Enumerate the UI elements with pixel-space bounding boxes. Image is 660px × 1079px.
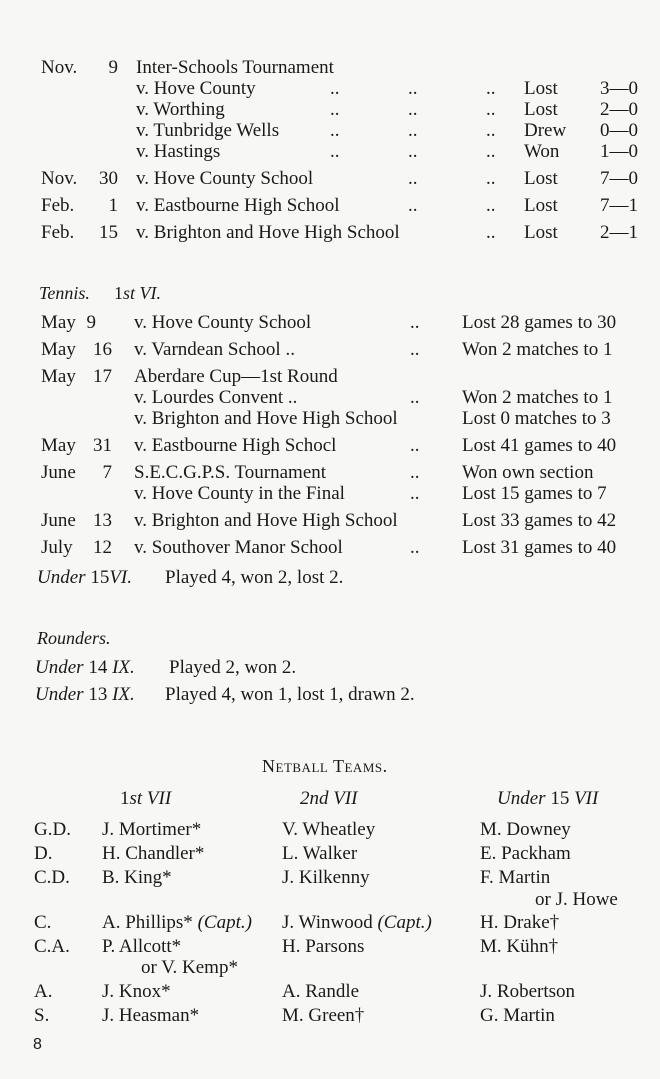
rounders-summary: Played 2, won 2. xyxy=(169,657,297,678)
date-day: 7 xyxy=(102,462,112,483)
col-suffix: st VII xyxy=(129,788,172,809)
date-month: Nov. xyxy=(41,168,78,189)
result: Lost 0 matches to 3 xyxy=(462,408,611,429)
date-month: May xyxy=(41,366,76,387)
label-team: IX. xyxy=(112,657,135,678)
label-age: 15 xyxy=(90,567,110,588)
date-day: 15 xyxy=(99,222,118,243)
player-2nd: V. Wheatley xyxy=(282,819,376,840)
result: Won 2 matches to 1 xyxy=(462,339,613,360)
leader-dots: .. xyxy=(330,78,340,99)
under15-tennis-summary: Played 4, won 2, lost 2. xyxy=(165,567,344,588)
result: Drew xyxy=(524,120,567,141)
score: 0—0 xyxy=(600,120,638,141)
date-month: July xyxy=(41,537,73,558)
result: Lost 28 games to 30 xyxy=(462,312,617,333)
leader-dots: .. xyxy=(410,387,420,408)
date-day: 9 xyxy=(86,312,96,333)
leader-dots: .. xyxy=(486,141,496,162)
leader-dots: .. xyxy=(410,312,420,333)
label-under: Under xyxy=(37,567,86,588)
opponent: v. Southover Manor School xyxy=(134,537,343,558)
leader-dots: .. xyxy=(330,141,340,162)
captain-mark: (Capt.) xyxy=(377,912,432,933)
opponent: v. Brighton and Hove High School xyxy=(136,222,400,243)
label-under: Under xyxy=(35,684,84,705)
score: 2—0 xyxy=(600,99,638,120)
player-1st: P. Allcott* xyxy=(102,936,182,957)
date-month: May xyxy=(41,339,76,360)
player-2nd: A. Randle xyxy=(282,981,360,1002)
captain-mark: (Capt.) xyxy=(197,912,252,933)
col-num: 15 xyxy=(550,788,570,809)
player-under15: J. Robertson xyxy=(480,981,575,1002)
leader-dots: .. xyxy=(486,78,496,99)
score: 7—0 xyxy=(600,168,638,189)
player-2nd: H. Parsons xyxy=(282,936,365,957)
player-under15-alt: or J. Howe xyxy=(535,889,618,910)
result: Lost 31 games to 40 xyxy=(462,537,617,558)
result: Won xyxy=(524,141,560,162)
opponent: v. Hove County xyxy=(136,78,256,99)
opponent: v. Worthing xyxy=(136,99,225,120)
player-1st-alt: or V. Kemp* xyxy=(141,957,238,978)
position: C.D. xyxy=(34,867,70,888)
result: Lost xyxy=(524,195,558,216)
opponent: v. Hastings xyxy=(136,141,221,162)
leader-dots: .. xyxy=(408,120,418,141)
score: 7—1 xyxy=(600,195,638,216)
position: C.A. xyxy=(34,936,70,957)
leader-dots: .. xyxy=(410,537,420,558)
position: C. xyxy=(34,912,52,933)
column-header-1st xyxy=(120,789,171,808)
date-month: June xyxy=(41,510,76,531)
leader-dots: .. xyxy=(408,195,418,216)
date-month: May xyxy=(41,435,76,456)
leader-dots: .. xyxy=(410,339,420,360)
opponent: v. Brighton and Hove High School xyxy=(134,510,398,531)
section-heading-rounders: Rounders. xyxy=(37,628,111,648)
leader-dots: .. xyxy=(410,483,420,504)
page-number: 8 xyxy=(33,1036,42,1053)
leader-dots: .. xyxy=(330,99,340,120)
team-number: 1 xyxy=(114,283,123,303)
leader-dots: .. xyxy=(410,435,420,456)
opponent: v. Eastbourne High School xyxy=(136,195,340,216)
player-under15: M. Kühn† xyxy=(480,936,559,957)
player-under15: F. Martin xyxy=(480,867,551,888)
opponent: v. Lourdes Convent .. xyxy=(134,387,298,408)
leader-dots: .. xyxy=(486,120,496,141)
result: Lost xyxy=(524,78,558,99)
player-2nd: J. Kilkenny xyxy=(282,867,370,888)
date-day: 9 xyxy=(108,57,118,78)
player-1st: H. Chandler* xyxy=(102,843,205,864)
label-team: VI. xyxy=(109,567,132,588)
player-2nd: L. Walker xyxy=(282,843,358,864)
player-1st: J. Knox* xyxy=(102,981,171,1002)
rounders-summary: Played 4, won 1, lost 1, drawn 2. xyxy=(165,684,415,705)
col-prefix: Under xyxy=(497,788,546,809)
leader-dots: .. xyxy=(408,168,418,189)
rounders-team-label xyxy=(35,685,135,704)
team-heading xyxy=(114,284,161,302)
leader-dots: .. xyxy=(486,168,496,189)
result: Won 2 matches to 1 xyxy=(462,387,613,408)
date-day: 1 xyxy=(108,195,118,216)
col-num: 2 xyxy=(300,788,310,809)
result: Lost 33 games to 42 xyxy=(462,510,617,531)
player-under15: H. Drake† xyxy=(480,912,560,933)
position: G.D. xyxy=(34,819,71,840)
leader-dots: .. xyxy=(330,120,340,141)
result: Lost 41 games to 40 xyxy=(462,435,617,456)
player-1st: J. Heasman* xyxy=(102,1005,200,1026)
column-header-2nd xyxy=(300,789,358,808)
result: Lost xyxy=(524,168,558,189)
date-month: May xyxy=(41,312,76,333)
date-day: 12 xyxy=(93,537,112,558)
result: Lost xyxy=(524,99,558,120)
leader-dots: .. xyxy=(486,195,496,216)
player-under15: G. Martin xyxy=(480,1005,555,1026)
label-under: Under xyxy=(35,657,84,678)
result: Lost xyxy=(524,222,558,243)
col-suffix: VII xyxy=(574,788,599,809)
player-under15: E. Packham xyxy=(480,843,571,864)
result: Won own section xyxy=(462,462,594,483)
score: 2—1 xyxy=(600,222,638,243)
date-month: June xyxy=(41,462,76,483)
date-day: 13 xyxy=(93,510,112,531)
player-2nd: M. Green† xyxy=(282,1005,365,1026)
rounders-team-label xyxy=(35,658,135,677)
player-1st: J. Mortimer* xyxy=(102,819,202,840)
date-month: Feb. xyxy=(41,222,75,243)
date-day: 16 xyxy=(93,339,112,360)
player-name: A. Phillips* xyxy=(102,912,193,933)
player-under15: M. Downey xyxy=(480,819,571,840)
result: Lost 15 games to 7 xyxy=(462,483,607,504)
label-age: 14 xyxy=(88,657,108,678)
team-suffix: st VI. xyxy=(123,283,161,303)
event-name: Aberdare Cup—1st Round xyxy=(134,366,338,387)
date-day: 30 xyxy=(99,168,118,189)
opponent: v. Tunbridge Wells xyxy=(136,120,280,141)
leader-dots: .. xyxy=(408,141,418,162)
player-1st: B. King* xyxy=(102,867,172,888)
date-day: 17 xyxy=(93,366,112,387)
event-name: S.E.C.G.P.S. Tournament xyxy=(134,462,327,483)
date-month: Nov. xyxy=(41,57,78,78)
column-header-under15 xyxy=(497,789,598,808)
col-num: 1 xyxy=(120,788,130,809)
opponent: v. Hove County School xyxy=(134,312,312,333)
leader-dots: .. xyxy=(410,462,420,483)
leader-dots: .. xyxy=(408,99,418,120)
section-heading-tennis: Tennis. xyxy=(39,283,90,303)
leader-dots: .. xyxy=(486,99,496,120)
opponent: v. Hove County School xyxy=(136,168,314,189)
player-1st xyxy=(102,913,252,932)
player-2nd xyxy=(282,913,432,932)
position: D. xyxy=(34,843,53,864)
netball-title: Netball Teams. xyxy=(262,756,388,776)
leader-dots: .. xyxy=(408,78,418,99)
date-month: Feb. xyxy=(41,195,75,216)
label-age: 13 xyxy=(88,684,108,705)
opponent: v. Hove County in the Final xyxy=(134,483,345,504)
opponent: v. Brighton and Hove High School xyxy=(134,408,398,429)
label-team: IX. xyxy=(112,684,135,705)
position: A. xyxy=(34,981,53,1002)
date-day: 31 xyxy=(93,435,112,456)
leader-dots: .. xyxy=(486,222,496,243)
event-name: Inter-Schools Tournament xyxy=(136,57,334,78)
score: 3—0 xyxy=(600,78,638,99)
opponent: v. Eastbourne High Schocl xyxy=(134,435,337,456)
opponent: v. Varndean School .. xyxy=(134,339,295,360)
under15-tennis-label xyxy=(37,568,132,587)
col-suffix: nd VII xyxy=(309,788,358,809)
position: S. xyxy=(34,1005,50,1026)
player-name: J. Winwood xyxy=(282,912,373,933)
score: 1—0 xyxy=(600,141,638,162)
